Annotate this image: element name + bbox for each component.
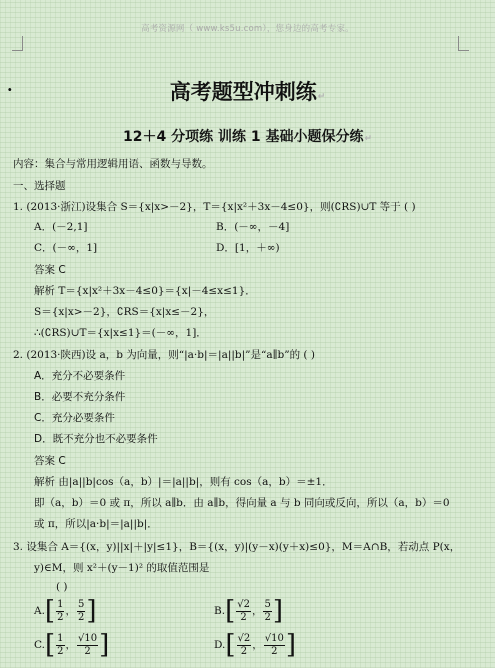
q1-option-b: B．(－∞，－4] [216,221,290,233]
q2-answer: 答案 C [34,455,66,467]
crop-mark-right [458,36,469,51]
q1-stem: 1. (2013·浙江)设集合 S＝{x|x>－2}，T＝{x|x²＋3x－4≤0}，则(∁RS)∪T 等于 ( ) [13,201,416,213]
q1-option-c: C．(－∞，1] [34,242,98,254]
q2-stem: 2. (2013·陕西)设 a，b 为向量，则“|a·b|＝|a||b|”是“a∥b”的 ( ) [13,349,315,361]
page-title: 高考题型冲刺练↵ [169,80,326,104]
q2-solution-line-1: 解析 由|a||b|cos（a，b）|＝|a||b|，则有 cos（a，b）＝±1． [34,476,333,488]
q3-option-d: D.[ $\frac{√2}{2}$ ， $\frac{√10}{2}$ ] [214,630,297,660]
q3-stem-line-1: 3. 设集合 A＝{(x，y)||x|＋|y|≤1}，B＝{(x，y)|(y－x)(y＋x)≤0}，M＝A∩B，若动点 P(x， [13,541,461,553]
content-intro: 内容：集合与常用逻辑用语、函数与导数。 [13,158,213,170]
q3-option-b: B.[ $\frac{√2}{2}$ ， $\frac{5}{2}$ ] [214,596,283,626]
page-subtitle: 12＋4 分项练 训练 1 基础小题保分练↵ [122,129,372,145]
q2-solution-line-3: 或 π，所以|a·b|＝|a||b|． [34,518,158,530]
q3-answer-paren: ( ) [56,581,68,593]
q1-option-d: D．[1，＋∞) [216,242,280,254]
q3-stem-line-2: y)∈M，则 x²＋(y－1)² 的取值范围是 [34,562,210,574]
q3-option-a: A.[ $\frac{1}{2}$ ， $\frac{5}{2}$ ] [34,596,97,626]
q2-option-b: B．必要不充分条件 [34,391,126,403]
q2-option-a: A．充分不必要条件 [34,370,126,382]
q1-solution-line-3: ∴(∁RS)∪T＝{x|x≤1}＝(－∞，1]． [34,327,207,339]
q2-option-c: C．充分必要条件 [34,412,115,424]
q2-option-d: D．既不充分也不必要条件 [34,433,158,445]
q1-option-a: A．(－2,1] [34,221,88,233]
q1-solution-line-1: 解析 T＝{x|x²＋3x－4≤0}＝{x|－4≤x≤1}． [34,285,256,297]
section-heading: 一、选择题 [13,180,66,192]
q1-answer: 答案 C [34,264,66,276]
q2-solution-line-2: 即（a，b）＝0 或 π，所以 a∥b．由 a∥b，得向量 a 与 b 同向或反向，所以（a，b）＝0 [34,497,450,509]
q3-option-c: C.[ $\frac{1}{2}$ ， $\frac{√10}{2}$ ] [34,630,110,660]
bullet-dot: · [7,80,13,99]
q1-solution-line-2: S＝{x|x>－2}，∁RS＝{x|x≤－2}， [34,306,215,318]
crop-mark-left [12,36,23,51]
header-site-text: 高考资源网（ www.ks5u.com），您身边的高考专家。 [141,24,354,34]
